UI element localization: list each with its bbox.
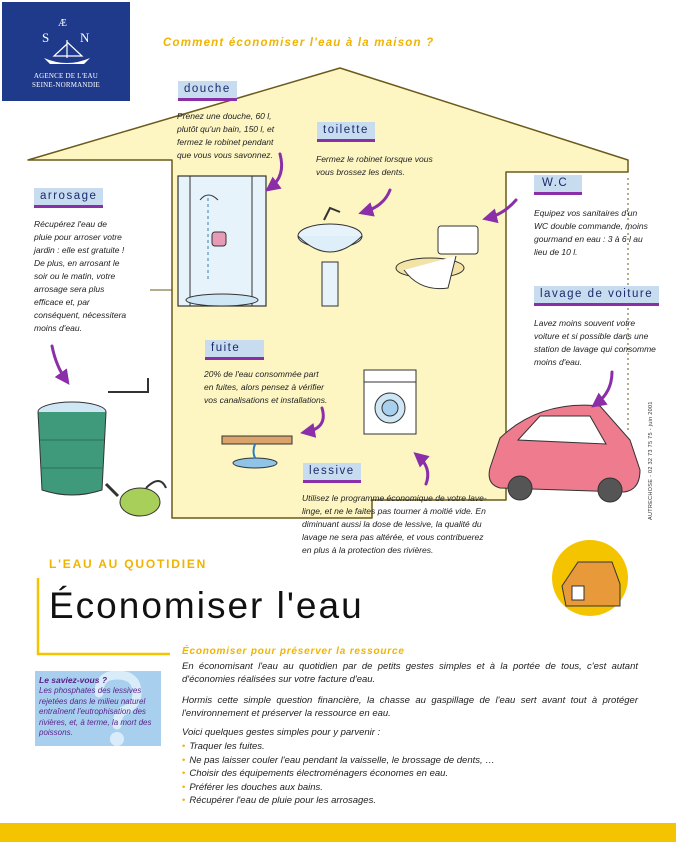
text-wc	[534, 207, 648, 259]
paragraph-2: Hormis cette simple question financière, la chasse au gaspillage de l'eau sert avant tout à protéger l'environnement et préserver la ressource en eau.	[182, 695, 638, 719]
text-toilette	[316, 153, 433, 179]
arrow-voiture	[596, 372, 612, 404]
page-title: Économiser l'eau	[49, 585, 364, 626]
logo-line-1: AGENCE DE L'EAU	[33, 72, 99, 80]
text-line: voiture et si possible dans une	[534, 331, 649, 341]
text-line: poissons.	[39, 728, 73, 737]
text-line: entraînent l'eutrophisation des	[39, 707, 146, 716]
paragraph-3: Voici quelques gestes simples pour y parvenir :	[182, 727, 381, 738]
tag-lessive: lessive	[303, 463, 361, 483]
list-item: • Choisir des équipements électroménagers économes en eau.	[182, 767, 495, 781]
text-line: diminuant aussi la dose de lessive, la qualité du	[302, 519, 482, 529]
car-drawing	[489, 405, 640, 502]
section-subhead: Économiser pour préserver la ressource	[182, 646, 405, 657]
arrow-arrosage	[52, 346, 66, 380]
section-kicker: L'EAU AU QUOTIDIEN	[49, 557, 208, 571]
text-line: plutôt qu'un bain, 150 l, et	[177, 124, 275, 134]
text-line: lavage ne sera pas altérée, et vous contribuerez	[302, 532, 484, 542]
list-item: • Récupérer l'eau de pluie pour les arrosages.	[182, 794, 495, 808]
text-line: moins d'eau.	[534, 357, 582, 367]
text-lavage-voiture	[534, 317, 656, 369]
credit-line: AUTRECHOSE - 02 32 73 75 75 - juin 2001	[648, 401, 654, 520]
text-line: moins d'eau.	[34, 323, 82, 333]
text-line: que vous vous savonnez.	[177, 150, 273, 160]
text-line: gourmand en eau : 3 à 6 l au	[534, 234, 643, 244]
text-arrosage	[34, 218, 126, 335]
logo-letter-ae: Æ	[58, 18, 67, 29]
text-line: station de lavage qui consomme	[534, 344, 656, 354]
text-line: en fuites, alors pensez à vérifier	[204, 382, 325, 392]
rain-barrel-drawing	[38, 402, 106, 495]
tips-list	[182, 740, 495, 808]
logo-letter-s: S	[42, 30, 50, 45]
text-line: vous brossez les dents.	[316, 167, 405, 177]
tag-fuite: fuite	[205, 340, 264, 360]
text-line: Les phosphates des lessives	[39, 686, 142, 695]
washing-machine-drawing	[364, 370, 416, 434]
ship-icon	[40, 38, 94, 68]
bottom-bar	[0, 823, 676, 842]
text-line: Equipez vos sanitaires d'un	[534, 208, 638, 218]
tag-arrosage: arrosage	[34, 188, 103, 208]
text-line: en plus à la protection des rivières.	[302, 545, 434, 555]
text-line: Lavez moins souvent votre	[534, 318, 636, 328]
list-item: • Ne pas laisser couler l'eau pendant la vaisselle, le brossage de dents, …	[182, 754, 495, 768]
headline: Comment économiser l'eau à la maison ?	[163, 37, 435, 49]
text-line: efficace et, par	[34, 297, 90, 307]
text-line: Récupérez l'eau de	[34, 219, 107, 229]
agency-logo	[2, 2, 130, 101]
text-line: 20% de l'eau consommée part	[204, 369, 319, 379]
logo-letter-n: N	[80, 30, 90, 45]
small-house-icon	[552, 540, 628, 616]
tag-lavage-voiture: lavage de voiture	[534, 286, 659, 306]
tag-douche: douche	[178, 81, 237, 101]
text-line: vos canalisations et installations.	[204, 395, 328, 405]
shower-drawing	[178, 176, 266, 306]
text-fuite	[204, 368, 327, 407]
text-douche	[177, 110, 274, 162]
text-line: De plus, en arrosant le	[34, 258, 120, 268]
text-line: fermez le robinet pendant	[177, 137, 274, 147]
text-line: Fermez le robinet lorsque vous	[316, 154, 433, 164]
did-you-know-text	[39, 686, 159, 739]
text-lessive	[302, 492, 487, 557]
list-item: • Préférer les douches aux bains.	[182, 781, 495, 795]
text-line: pluie pour arroser votre	[34, 232, 122, 242]
logo-line-2: SEINE-NORMANDIE	[32, 81, 100, 89]
text-line: Utilisez le programme économique de votre lave-	[302, 493, 487, 503]
text-line: rejetées dans le milieu naturel	[39, 696, 146, 706]
text-line: conséquent, nécessitera	[34, 310, 127, 320]
watering-can-drawing	[106, 481, 166, 516]
did-you-know-title: Le saviez-vous ?	[39, 675, 108, 685]
did-you-know-box	[35, 671, 161, 746]
text-line: soir ou le matin, votre	[34, 271, 116, 281]
text-line: arrosage sera plus	[34, 284, 105, 294]
text-line: WC double commande, moins	[534, 221, 648, 231]
text-line: lieu de 10 l.	[534, 247, 578, 257]
list-item: • Traquer les fuites.	[182, 740, 495, 754]
text-line: linge, et ne le faites pas tourner à moitié vide. En	[302, 506, 486, 516]
tag-toilette: toilette	[317, 122, 375, 142]
tag-wc: W.C	[534, 175, 582, 195]
text-line: jardin : elle est gratuite !	[34, 245, 125, 255]
paragraph-1: En économisant l'eau au quotidien par de petits gestes simples et à la portée de tous, c'est autant d'économies réalisées sur votre facture d'eau.	[182, 661, 638, 685]
text-line: rivières, et, à terme, la mort des	[39, 717, 152, 727]
text-line: Prenez une douche, 60 l,	[177, 111, 272, 121]
gutter-drawing	[108, 378, 148, 392]
